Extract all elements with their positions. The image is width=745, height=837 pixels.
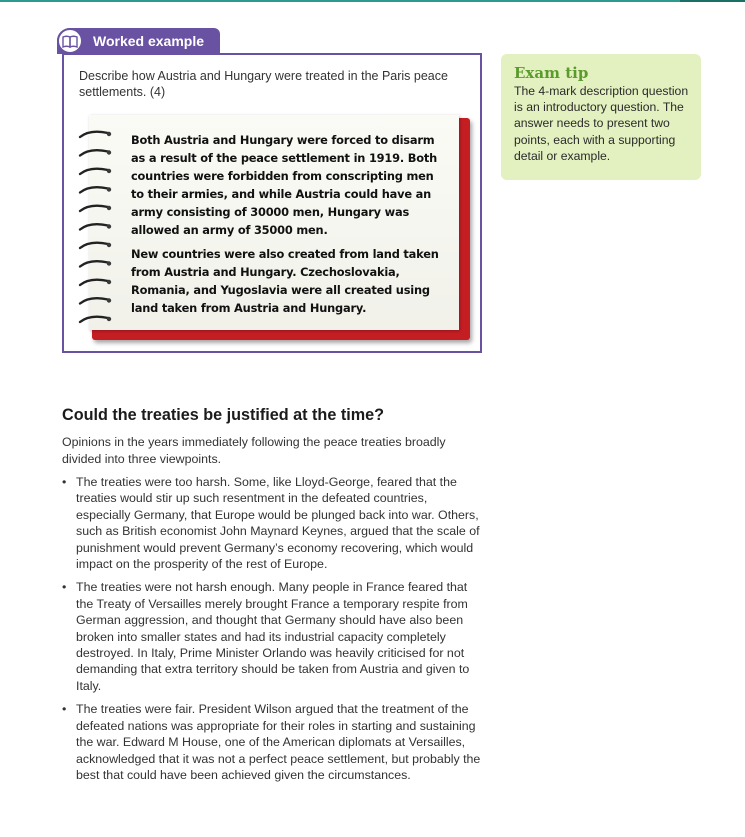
spiral-ring [80, 132, 108, 137]
spiral-ring [80, 150, 108, 155]
worked-example-title: Worked example [93, 33, 205, 49]
spiral-ring [80, 243, 108, 248]
spiral-ring [80, 206, 108, 211]
bullet-icon: • [62, 580, 67, 595]
spiral-hole [107, 132, 111, 136]
spiral-hole [107, 280, 111, 284]
spiral-hole [107, 150, 111, 154]
handwritten-answer [131, 131, 441, 323]
top-rule-accent [680, 0, 745, 2]
spiral-ring [80, 317, 108, 322]
spiral-ring [80, 261, 108, 266]
worked-example-box [62, 53, 482, 353]
spiral-ring [80, 169, 108, 174]
exam-tip-box [501, 54, 701, 180]
open-book-icon [57, 28, 83, 54]
spiral-hole [107, 187, 111, 191]
list-item [62, 474, 482, 572]
list-item [62, 579, 482, 694]
spiral-hole [107, 206, 111, 210]
exam-tip-text: The 4-mark description question is an introductory question. The answer needs to present two points, each with a supporting detail or example. [514, 84, 689, 163]
spiral-hole [107, 261, 111, 265]
list-item [62, 701, 482, 783]
viewpoints-list [62, 474, 482, 790]
spiral-ring [80, 187, 108, 192]
spiral-hole [107, 317, 111, 321]
answer-paragraph-2: New countries were also created from land taken from Austria and Hungary. Czechoslovakia, Romania, and Yugoslavia were all created using land taken from Austria and Hungary. [131, 247, 439, 315]
worked-example-question: Describe how Austria and Hungary were treated in the Paris peace settlements. (4) [79, 69, 448, 99]
list-item-text: The treaties were not harsh enough. Many people in France feared that the Treaty of Versailles merely brought France a temporary respite from German aggression, and thought that Germany should have also been broken into smaller states and had its industrial capacity completely destroyed. In Italy, Prime Minister Orlando was heavily criticised for not demanding that extra territory should be taken from Austria and given to Italy. [76, 580, 470, 693]
section-heading: Could the treaties be justified at the time? [62, 406, 384, 424]
answer-paragraph-1: Both Austria and Hungary were forced to disarm as a result of the peace settlement in 1919. Both countries were forbidden from conscripting men to their armies, and while Austria could have an army consisting of 30000 men, Hungary was allowed an army of 35000 men. [131, 133, 438, 237]
spiral-ring [80, 280, 108, 285]
spiral-ring [80, 224, 108, 229]
spiral-hole [107, 243, 111, 247]
exam-tip-title: Exam tip [514, 64, 589, 82]
notebook-spiral-icon [78, 125, 112, 335]
top-rule [0, 0, 745, 2]
spiral-hole [107, 169, 111, 173]
spiral-ring [80, 298, 108, 303]
spiral-hole [107, 298, 111, 302]
list-item-text: The treaties were too harsh. Some, like Lloyd-George, feared that the treaties would stir up such resentment in the defeated countries, especially Germany, that Europe would be plunged back into war. Others, such as British economist John Maynard Keynes, argued that the scale of punishment would prevent Germany’s economy recovering, which would impact on the prosperity of the rest of Europe. [76, 475, 480, 572]
section-intro: Opinions in the years immediately following the peace treaties broadly divided into three viewpoints. [62, 435, 446, 466]
worked-example-tab [57, 28, 220, 54]
list-item-text: The treaties were fair. President Wilson argued that the treatment of the defeated nations was appropriate for their roles in starting and sustaining the war. Edward M House, one of the American diplomats at Versailles, acknowledged that it was not a perfect peace settlement, but probably the best that could have been achieved given the circumstances. [76, 702, 481, 782]
bullet-icon: • [62, 475, 67, 489]
spiral-hole [107, 224, 111, 228]
bullet-icon: • [62, 702, 67, 717]
